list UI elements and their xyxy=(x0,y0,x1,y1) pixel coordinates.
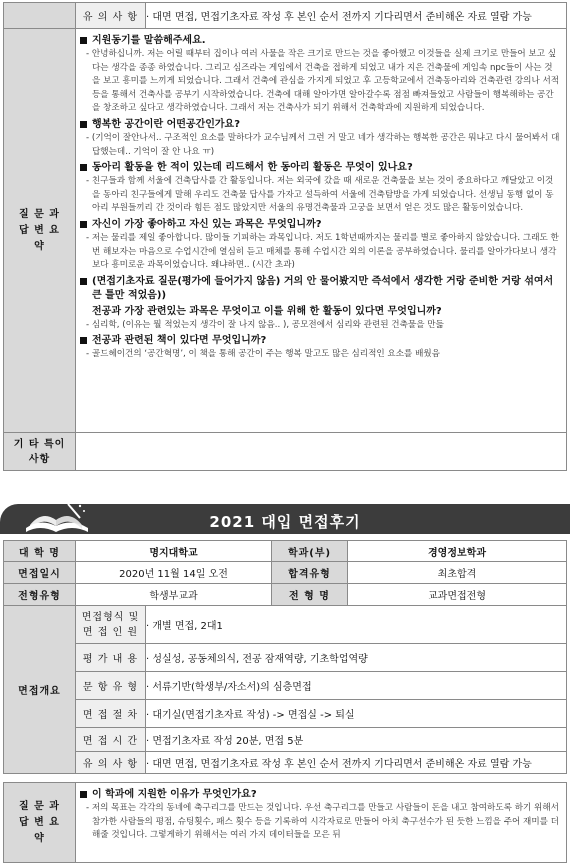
overview-row-value: · 성실성, 공동체의식, 전공 잠재역량, 기초학업역량 xyxy=(146,644,567,672)
bullet-square-icon xyxy=(80,121,87,128)
overview-row-label: 면접형식 및 면 접 인 원 xyxy=(76,606,146,644)
overview-row xyxy=(4,606,567,644)
question-text: 자신이 가장 좋아하고 자신 있는 과목은 무엇입니까? xyxy=(92,218,322,230)
answer-text: - 저는 물리를 제일 좋아합니다. 많이들 기피하는 과목입니다. 저도 1학년때까지는 물리를 별로 좋아하지 않았습니다. 그래도 한번 해보자는 마음으로 수업시간에 열심히 듣고 매체를 통해 수업시간 외의 이론을 공부하였습니다. 물리를 알아가다보니 생각보다 흥미로운 과목이었습니다. 왜냐하면.. (시간 초과) xyxy=(80,232,560,273)
top-interview-table xyxy=(3,2,567,471)
overview-row xyxy=(4,700,567,728)
track-label: 전형유형 xyxy=(4,584,76,606)
qa-item xyxy=(80,334,560,362)
overview-row-label: 면 접 시 간 xyxy=(76,728,146,752)
answer-text: - 저의 목표는 각각의 동네에 축구리그를 만드는 것입니다. 우선 축구리그를 만들고 사람들이 돈을 내고 참여하도록 하기 위해서 참가한 사람들의 평점, 슈팅횟수, 패스 횟수 등을 기록하여 시각자료로 만들어 아치 축구선수가 된 듯한 느낌을 주어 재미를 더해줄 것입니다. 그렇게하기 위해서는 여러 가지 데이터들을 모은 뒤 xyxy=(80,802,560,843)
qa-item xyxy=(80,161,560,216)
overview-row-label: 면 접 절 차 xyxy=(76,700,146,728)
overview-label: 면접개요 xyxy=(4,606,76,774)
top-notes-value: · 대면 면접, 면접기초자료 작성 후 본인 순서 전까지 기다리면서 준비해온 자료 열람 가능 xyxy=(146,3,567,29)
answer-text: - 골드헤이건의 ‘공간혁명’, 이 책을 통해 공간이 주는 행복 말고도 많은 심리적인 요소를 배웠음 xyxy=(80,348,560,362)
overview-row xyxy=(4,644,567,672)
dept-label: 학과(부) xyxy=(272,541,348,562)
overview-row-value: · 대면 면접, 면접기초자료 작성 후 본인 순서 전까지 기다리면서 준비해온 자료 열람 가능 xyxy=(146,752,567,774)
question-subtext: 전공과 가장 관련있는 과목은 무엇이고 이를 위해 한 활동이 있다면 무엇입니까? xyxy=(92,305,442,317)
bullet-square-icon xyxy=(80,337,87,344)
overview-row-value: · 면접기초자료 작성 20분, 면접 5분 xyxy=(146,728,567,752)
answer-text: - (기억이 잘안나서.. 구조적인 요소를 말하다가 교수님께서 그런 거 말고 네가 생각하는 행복한 공간은 뭐냐고 다시 물어봐서 대답했는데.. 기억이 잘 안 나요 ㅠ) xyxy=(80,132,560,159)
bullet-square-icon xyxy=(80,221,87,228)
university-value: 명지대학교 xyxy=(76,541,272,562)
answer-text: - 안녕하십니까. 저는 어릴 때부터 집이나 여러 사물을 작은 크기로 만드는 것을 좋아했고 이것들을 실제 크기로 만들어 보고 싶다는 생각을 종종 하였습니다. 그리고 심즈라는 게임에서 건축을 접하게 되었고 내가 지은 건축물에 게임속 npc들이 사는 것을 보고 흥미를 느끼게 되었습니다. 그래서 건축에 관심을 가지게 되었고 후 고등학교에서 건축동아리와 건축관련 강의나 서적등을 통해서 건축사를 공부기 시작하였습니다. 건축에 대해 알아가면 알아갈수록 점점 빠져들었고 사람들이 행복해하는 공간을 창조하고 싶다고 생각하였습니다. 그래서 저는 건축사가 되기 위해서 건축학과에 지원하게 되었습니다. xyxy=(80,48,560,116)
top-qa-label: 질 문 과 답 변 요 약 xyxy=(4,29,76,433)
bullet-square-icon xyxy=(80,164,87,171)
bullet-square-icon xyxy=(80,37,87,44)
question-text: 동아리 활동을 한 적이 있는데 리드해서 한 동아리 활동은 무엇이 있나요? xyxy=(92,162,413,174)
overview-row-label: 평 가 내 용 xyxy=(76,644,146,672)
answer-text: - 심리학, (이유는 뭘 적었는지 생각이 잘 나지 않음.. ), 공모전에서 심리와 관련된 건축물을 만듦 xyxy=(80,319,560,333)
overview-row-value: · 서류기반(학생부/자소서)의 심층면접 xyxy=(146,672,567,700)
qa-item xyxy=(80,218,560,273)
top-qa-content xyxy=(76,29,567,433)
top-etc-label: 기 타 특이사항 xyxy=(4,433,76,471)
answer-text: - 친구들과 함께 서울에 건축답사를 간 활동입니다. 저는 외국에 갔을 때 새로운 건축물을 보는 것이 중요하다고 깨달았고 이것을 동아리 친구들에게 말해 우리도 건축물 답사를 가자고 설득하여 서울에 건축탐방을 가게 되었습니다. 선생님 동행 없이 동아리 부원들끼리 간 것이라 힘든 점도 많았지만 서울의 유명건축물과 고궁을 보면서 얻은 것도 많은 활동이었습니다. xyxy=(80,175,560,216)
bullet-square-icon xyxy=(80,278,87,285)
date-value: 2020년 11월 14일 오전 xyxy=(76,562,272,584)
review-banner xyxy=(0,496,570,536)
top-qa-row xyxy=(4,29,567,433)
bottom-qa-label: 질 문 과 답 변 요 약 xyxy=(4,783,76,863)
qa-item xyxy=(80,34,560,116)
question-text: (면접기초자료 질문(평가에 들어가지 않음) 거의 안 물어봤지만 즉석에서 생각한 거랑 준비한 거랑 섞여서 큰 틀만 적었음)) xyxy=(92,275,554,301)
question-text: 행복한 공간이란 어떤공간인가요? xyxy=(92,118,241,130)
university-label: 대 학 명 xyxy=(4,541,76,562)
top-etc-row xyxy=(4,433,567,471)
qa-item xyxy=(80,275,560,333)
overview-row-value: · 대기실(면접기초자료 작성) -> 면접실 -> 퇴실 xyxy=(146,700,567,728)
question-text: 전공과 관련된 책이 있다면 무엇입니까? xyxy=(92,335,267,347)
bullet-square-icon xyxy=(80,791,87,798)
top-etc-value xyxy=(76,433,567,471)
dept-value: 경영정보학과 xyxy=(348,541,567,562)
bottom-qa-content xyxy=(76,783,567,863)
type-value: 교과면접전형 xyxy=(348,584,567,606)
interview-info-table xyxy=(3,540,567,774)
date-label: 면접일시 xyxy=(4,562,76,584)
qa-item xyxy=(80,118,560,159)
type-label: 전 형 명 xyxy=(272,584,348,606)
result-label: 합격유형 xyxy=(272,562,348,584)
top-notes-row xyxy=(4,3,567,29)
overview-row-label: 문 항 유 형 xyxy=(76,672,146,700)
bottom-qa-table xyxy=(3,782,567,863)
overview-row xyxy=(4,752,567,774)
overview-row-value: · 개별 면접, 2대1 xyxy=(146,606,567,644)
question-text: 이 학과에 지원한 이유가 무엇인가요? xyxy=(92,789,257,800)
banner-title: 2021 대입 면접후기 xyxy=(209,513,361,531)
overview-row-label: 유 의 사 항 xyxy=(76,752,146,774)
top-notes-label: 유 의 사 항 xyxy=(76,3,146,29)
overview-row xyxy=(4,672,567,700)
result-value: 최초합격 xyxy=(348,562,567,584)
overview-row xyxy=(4,728,567,752)
track-value: 학생부교과 xyxy=(76,584,272,606)
question-text: 지원동기를 말씀해주세요. xyxy=(92,35,206,46)
